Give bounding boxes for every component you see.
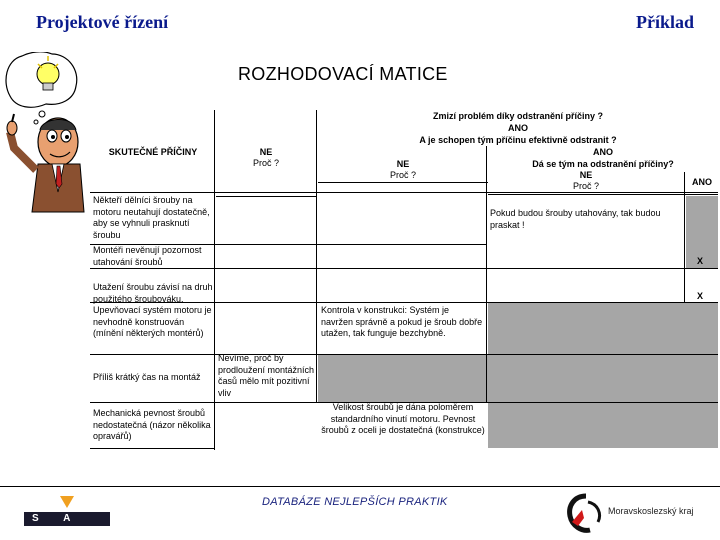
gray-cell [318, 354, 718, 402]
grid-line [316, 110, 317, 402]
region-name: Moravskoslezský kraj [608, 506, 694, 516]
reason-row-5: Velikost šroubů je dána poloměrem standardního vinutí motoru. Pevnost šroubů z oceli je dostatečná (konstrukce) [321, 402, 485, 435]
reason-row-3: Kontrola v konstrukci: Systém je navržen správně a pokud je šroub dobře utažen, tak funguje bezchybně. [321, 305, 483, 338]
question-1: Zmizí problém díky odstranění příčiny ? [432, 111, 604, 121]
gray-cell [488, 302, 718, 354]
question-1-yes: ANO [508, 123, 528, 133]
mark-row-3: X [697, 291, 704, 301]
footer-text: DATABÁZE NEJLEPŠÍCH PRAKTIK [262, 496, 448, 508]
mark-row-2: X [697, 256, 704, 266]
cause-4: Příliš krátký čas na montáž [93, 372, 201, 382]
no-label-2: NE [396, 159, 410, 169]
no-label-3: NE [579, 170, 593, 180]
grid-line [90, 268, 718, 269]
saft-triangle-icon [60, 496, 74, 508]
gray-cell [488, 402, 718, 448]
saft-logo-text: S A F T [24, 512, 110, 526]
why-label-3: Proč ? [572, 181, 599, 191]
cause-1: Někteří dělníci šrouby na motoru neutahují dostatečně, aby se vyhnuli prasknutí šroubu [93, 195, 210, 240]
grid-line [684, 172, 685, 302]
header-left: Projektové řízení [36, 12, 169, 32]
grid-line [318, 182, 488, 183]
grid-line [486, 146, 487, 402]
lightbulb-icon [37, 56, 59, 90]
thinking-man-illustration [2, 52, 94, 214]
question-2-yes: ANO [593, 147, 613, 157]
cause-2: Montéři nevěnují pozornost utahování šroubů [93, 245, 202, 267]
footer-divider [0, 486, 720, 487]
question-3: Dá se tým na odstranění příčiny? [532, 159, 674, 169]
reason-row-1: Pokud budou šrouby utahovány, tak budou praskat ! [490, 208, 661, 230]
no-label-1: NE [259, 147, 273, 157]
region-emblem-icon [564, 492, 608, 536]
question-2: A je schopen tým příčinu efektivně odstranit ? [419, 135, 617, 145]
header-right: Příklad [635, 12, 694, 32]
grid-line [90, 448, 214, 449]
matrix-column-header: SKUTEČNÉ PŘÍČINY [108, 147, 198, 157]
saft-logo [24, 496, 110, 538]
moravskoslezsky-kraj-logo [564, 492, 714, 536]
why-label-1: Proč ? [252, 158, 279, 168]
grid-line [216, 196, 316, 197]
question-3-yes: ANO [692, 177, 712, 187]
page-title: ROZHODOVACÍ MATICE [238, 64, 448, 84]
grid-line [214, 110, 215, 450]
why-label-2: Proč ? [389, 170, 416, 180]
cause-3: Utažení šroubu závisí na druh použitého šroubováku. Upevňovací systém motoru je nevhodně konstruován (mínění některých montérů) [93, 282, 213, 338]
cause-5: Mechanická pevnost šroubů nedostatečná (názor několika opravářů) [93, 408, 211, 441]
reason-row-4: Nevíme, proč by prodloužení montážních časů mělo mít pozitivní vliv [218, 353, 315, 398]
grid-line [90, 354, 718, 355]
